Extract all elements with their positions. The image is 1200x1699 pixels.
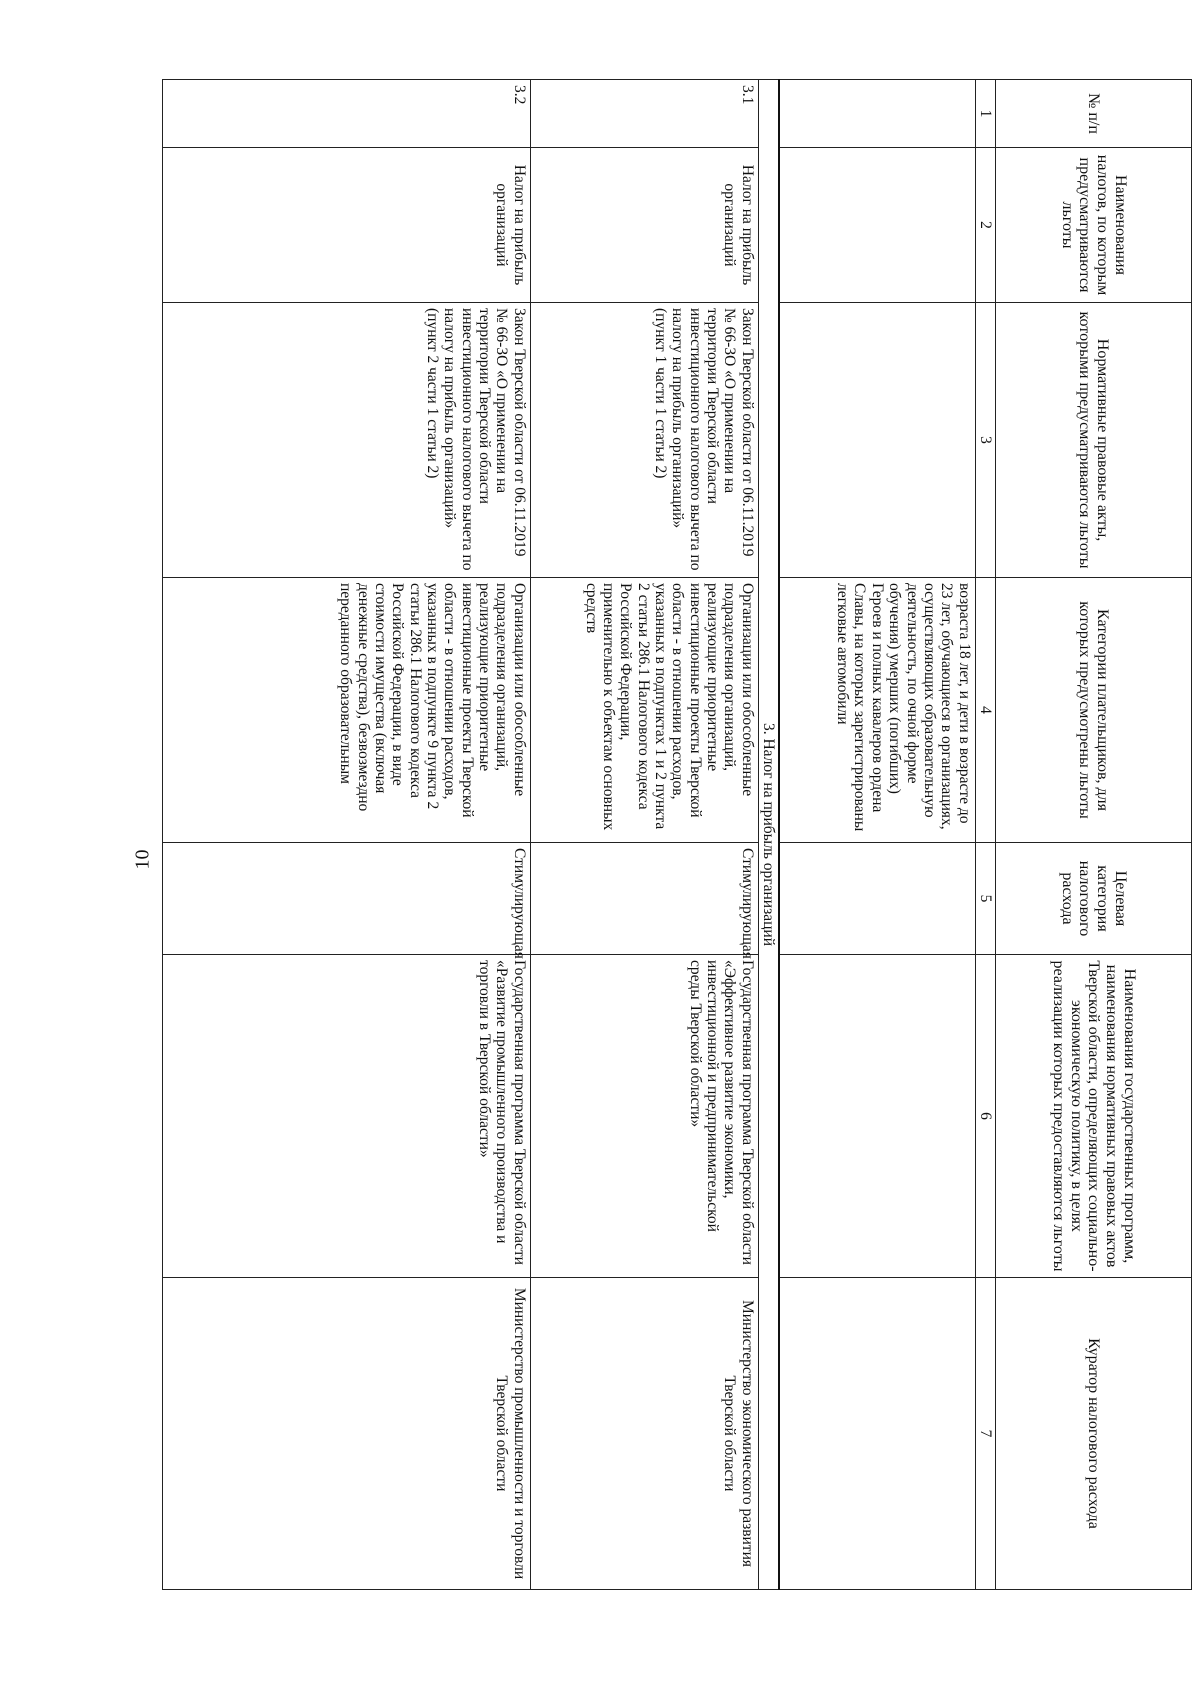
header-target-category: Целевая категория налогового расхода: [996, 843, 1192, 955]
cell-legal-act: Закон Тверской области от 06.11.2019 № 66-ЗО «О применении на территории Тверской области инвестиционного налогового вычета по налогу на прибыль организаций» (пункт 2 части 1 статьи 2): [163, 303, 531, 578]
cell-legal-act: [779, 303, 975, 578]
cell-program: [779, 955, 975, 1278]
header-payer-category: Категории плательщиков, для которых предусмотрены льготы: [996, 578, 1192, 843]
column-numbers-row: [975, 80, 995, 1590]
header-row: [996, 80, 1192, 1590]
tax-expenditures-table: [162, 79, 1192, 1590]
cell-curator: Министерство экономического развития Тверской области: [530, 1278, 758, 1590]
column-number: 7: [975, 1278, 995, 1590]
column-number: 5: [975, 843, 995, 955]
cell-number: [779, 80, 975, 148]
cell-program: Государственная программа Тверской области «Развитие промышленного производства и торговли в Тверской области»: [163, 955, 531, 1278]
cell-tax-name: Налог на прибыль организаций: [530, 148, 758, 303]
cell-target-category: Стимулирующая: [163, 843, 531, 955]
column-number: 6: [975, 955, 995, 1278]
cell-target-category: [779, 843, 975, 955]
cell-number: 3.1: [530, 80, 758, 148]
section-title: 3. Налог на прибыль организаций: [758, 80, 779, 1590]
cell-payers: возраста 18 лет, и дети в возрасте до 23 лет, обучающиеся в организациях, осуществляющих образовательную деятельность, по очной форме обучения) умерших (погибших) Героев и полных кавалеров ордена Славы, на которых зарегистрированы легковые автомобили: [779, 578, 975, 843]
cell-program: Государственная программа Тверской области «Эффективное развитие экономики, инвестиционной и предпринимательской среды Тверской области»: [530, 955, 758, 1278]
column-number: 3: [975, 303, 995, 578]
column-number: 2: [975, 148, 995, 303]
header-programs: Наименования государственных программ, наименования нормативных правовых актов Тверской области, определяющих социально-экономическую политику, в целях реализации которых предоставляются льготы: [996, 955, 1192, 1278]
column-number: 4: [975, 578, 995, 843]
header-curator: Куратор налогового расхода: [996, 1278, 1192, 1590]
header-tax-name: Наименования налогов, по которым предусматриваются льготы: [996, 148, 1192, 303]
cell-curator: [779, 1278, 975, 1590]
header-legal-act: Нормативные правовые акты, которыми предусматриваются льготы: [996, 303, 1192, 578]
table-row-continuation: [779, 80, 975, 1590]
section-row: [758, 80, 779, 1590]
cell-payers: Организации или обособленные подразделения организаций, реализующие приоритетные инвестиционные проекты Тверской области - в отношении расходов, указанных в подпункте 9 пункта 2 статьи 286.1 Налогового кодекса Российской Федерации, в виде стоимости имущества (включая денежные средства), безвозмездно переданного образовательным: [163, 578, 531, 843]
table-row: [163, 80, 531, 1590]
cell-tax-name: Налог на прибыль организаций: [163, 148, 531, 303]
cell-legal-act: Закон Тверской области от 06.11.2019 № 66-ЗО «О применении на территории Тверской области инвестиционного налогового вычета по налогу на прибыль организаций» (пункт 1 части 1 статьи 2): [530, 303, 758, 578]
cell-target-category: Стимулирующая: [530, 843, 758, 955]
column-number: 1: [975, 80, 995, 148]
rotated-page-content: [162, 79, 1192, 1589]
table-row: [530, 80, 758, 1590]
cell-curator: Министерство промышленности и торговли Тверской области: [163, 1278, 531, 1590]
page-number: 10: [131, 849, 154, 870]
cell-number: 3.2: [163, 80, 531, 148]
header-number: № п/п: [996, 80, 1192, 148]
cell-payers: Организации или обособленные подразделения организаций, реализующие приоритетные инвестиционные проекты Тверской области - в отношении расходов, указанных в подпунктах 1 и 2 пункта 2 статьи 286.1 Налогового кодекса Российской Федерации, применительно к объектам основных средств: [530, 578, 758, 843]
cell-tax-name: [779, 148, 975, 303]
